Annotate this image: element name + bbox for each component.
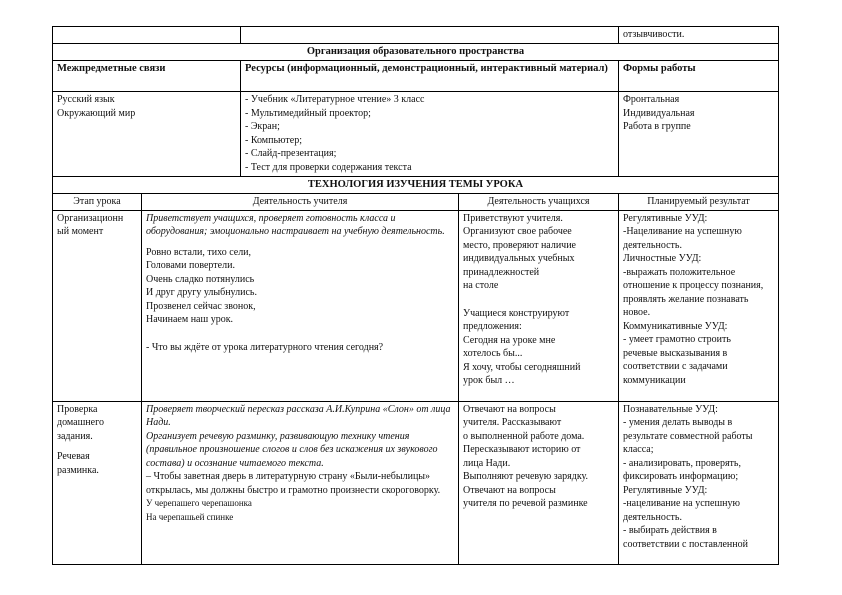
result-line: соответствии с задачами	[623, 361, 728, 372]
student-line: Выполняют речевую зарядку.	[463, 471, 589, 482]
tech-row-organizational	[53, 210, 779, 401]
empty-cell	[241, 27, 619, 44]
stage-text: Речевая	[57, 451, 90, 462]
org-content-row	[53, 92, 779, 177]
student-line: Приветствуют учителя.	[463, 212, 563, 224]
org-title-row	[53, 44, 779, 61]
form-item: Работа в группе	[623, 121, 691, 132]
student-line: Организуют свое рабочее	[463, 226, 572, 237]
stage-text: задания.	[57, 430, 93, 442]
result-cell	[619, 210, 779, 401]
header-result: Планируемый результат	[619, 194, 779, 211]
resource-item: - Экран;	[245, 121, 280, 132]
subject-item: Русский язык	[57, 94, 115, 105]
student-line: принадлежностей	[463, 266, 540, 278]
student-line: урок был …	[463, 375, 515, 386]
result-line: -Нацеливание на успешную	[623, 226, 742, 237]
resource-item: - Учебник «Литературное чтение» 3 класс	[245, 94, 425, 105]
student-line: индивидуальных учебных	[463, 253, 575, 264]
teacher-question: - Что вы ждёте от урока литературного чтения сегодня?	[146, 341, 384, 353]
stage-text: Проверка	[57, 403, 98, 415]
stage-text: домашнего	[57, 417, 104, 428]
header-teacher: Деятельность учителя	[142, 194, 459, 211]
student-line: учителя. Рассказывают	[463, 417, 562, 428]
result-line: Регулятивные УУД:	[623, 484, 708, 496]
tech-section-title: ТЕХНОЛОГИЯ ИЗУЧЕНИЯ ТЕМЫ УРОКА	[53, 177, 779, 194]
poem-line: Ровно встали, тихо сели,	[146, 246, 252, 258]
student-line: Пересказывают историю от	[463, 444, 581, 455]
form-item: Индивидуальная	[623, 107, 695, 119]
resources-cell	[241, 92, 619, 177]
result-line: деятельность.	[623, 239, 682, 251]
result-line: - умения делать выводы в	[623, 417, 733, 428]
student-line: предложения:	[463, 321, 522, 332]
result-line: Познавательные УУД:	[623, 403, 718, 415]
form-item: Фронтальная	[623, 94, 680, 105]
poem-line: И друг другу улыбнулись.	[146, 287, 257, 298]
student-line: Учащиеся конструируют	[463, 307, 570, 319]
result-line: - выбирать действия в	[623, 525, 717, 536]
student-line: Я хочу, чтобы сегодняшний	[463, 361, 581, 373]
student-line: Сегодня на уроке мне	[463, 334, 556, 346]
result-line: деятельность.	[623, 511, 682, 523]
student-line: о выполненной работе дома.	[463, 430, 585, 442]
header-intersubject: Межпредметные связи	[53, 61, 241, 92]
org-section-title: Организация образовательного пространства	[53, 44, 779, 61]
continuation-text: отзывчивости.	[619, 27, 779, 44]
resource-item: - Тест для проверки содержания текста	[245, 161, 412, 173]
poem-line: Очень сладко потянулись	[146, 273, 255, 285]
resource-item: - Слайд-презентация;	[245, 148, 337, 159]
student-line: учителя по речевой разминке	[463, 498, 588, 509]
header-stage: Этап урока	[53, 194, 142, 211]
result-line: отношение к процессу познания,	[623, 280, 764, 291]
student-line: на столе	[463, 280, 499, 291]
stage-text: разминка.	[57, 464, 99, 476]
header-students: Деятельность учащихся	[459, 194, 619, 211]
result-line: коммуникации	[623, 374, 686, 386]
lesson-plan-table	[52, 26, 779, 565]
org-header-row	[53, 61, 779, 92]
student-line: Отвечают на вопросы	[463, 403, 556, 415]
teacher-tongue-twister-intro: – Чтобы заветная дверь в литературную страну «Были-небылицы» открылась, мы должны быстро и грамотно произнести скороговорку.	[146, 471, 441, 496]
result-line: проявлять желание познавать	[623, 293, 749, 305]
teacher-greeting-text: Приветствует учащихся, проверяет готовность класса и оборудования; эмоционально настраивает на учебную деятельность.	[146, 212, 445, 237]
stage-text: Организационн	[57, 212, 124, 224]
resource-item: - Компьютер;	[245, 134, 302, 146]
stage-text: ый момент	[57, 226, 104, 237]
spacer	[146, 239, 454, 246]
stage-cell	[53, 210, 142, 401]
header-resources: Ресурсы (информационный, демонстрационный, интерактивный материал)	[241, 61, 619, 92]
result-line: Регулятивные УУД:	[623, 212, 708, 224]
header-forms: Формы работы	[619, 61, 779, 92]
students-activity-cell	[459, 210, 619, 401]
student-line: Отвечают на вопросы	[463, 484, 556, 496]
resource-item: - Мультимедийный проектор;	[245, 107, 371, 119]
spacer	[57, 443, 137, 450]
result-line: результате совместной работы	[623, 430, 753, 442]
empty-cell	[53, 27, 241, 44]
poem-line: Головами повертели.	[146, 260, 235, 271]
result-line: Личностные УУД:	[623, 253, 702, 264]
result-line: класса;	[623, 444, 654, 455]
teacher-activity-cell	[142, 210, 459, 401]
forms-cell	[619, 92, 779, 177]
teacher-warmup-text: Организует речевую разминку, развивающую технику чтения (правильное произношение слогов и слов без искажения их звукового состава) и осознание читаемого текста.	[146, 430, 438, 469]
result-line: - умеет грамотно строить	[623, 334, 731, 345]
tongue-twister-line: На черепашьей спинке	[146, 511, 234, 522]
result-cell	[619, 401, 779, 564]
result-line: -выражать положительное	[623, 266, 736, 278]
spacer	[463, 293, 614, 307]
poem-line: Начинаем наш урок.	[146, 314, 234, 325]
result-line: соответствии с поставленной	[623, 538, 748, 550]
student-line: лица Нади.	[463, 457, 511, 469]
subject-item: Окружающий мир	[57, 107, 136, 119]
result-line: Коммуникативные УУД:	[623, 320, 728, 332]
tech-row-homework	[53, 401, 779, 564]
result-line: новое.	[623, 307, 651, 318]
student-line: место, проверяют наличие	[463, 239, 576, 251]
tongue-twister-line: У черепашего черепашонка	[146, 498, 252, 508]
tech-header-row	[53, 194, 779, 211]
spacer	[146, 327, 454, 341]
students-activity-cell	[459, 401, 619, 564]
result-line: речевые высказывания в	[623, 347, 728, 359]
document-page	[52, 26, 778, 565]
continuation-row	[53, 27, 779, 44]
result-line: фиксировать информацию;	[623, 471, 739, 482]
teacher-activity-cell	[142, 401, 459, 564]
result-line: - анализировать, проверять,	[623, 457, 741, 469]
tech-title-row	[53, 177, 779, 194]
subjects-cell	[53, 92, 241, 177]
result-line: -нацеливание на успешную	[623, 498, 740, 509]
stage-cell	[53, 401, 142, 564]
poem-line: Прозвенел сейчас звонок,	[146, 300, 256, 312]
student-line: хотелось бы...	[463, 348, 523, 359]
teacher-check-text: Проверяет творческий пересказ рассказа А.И.Куприна «Слон» от лица Нади.	[146, 403, 451, 428]
